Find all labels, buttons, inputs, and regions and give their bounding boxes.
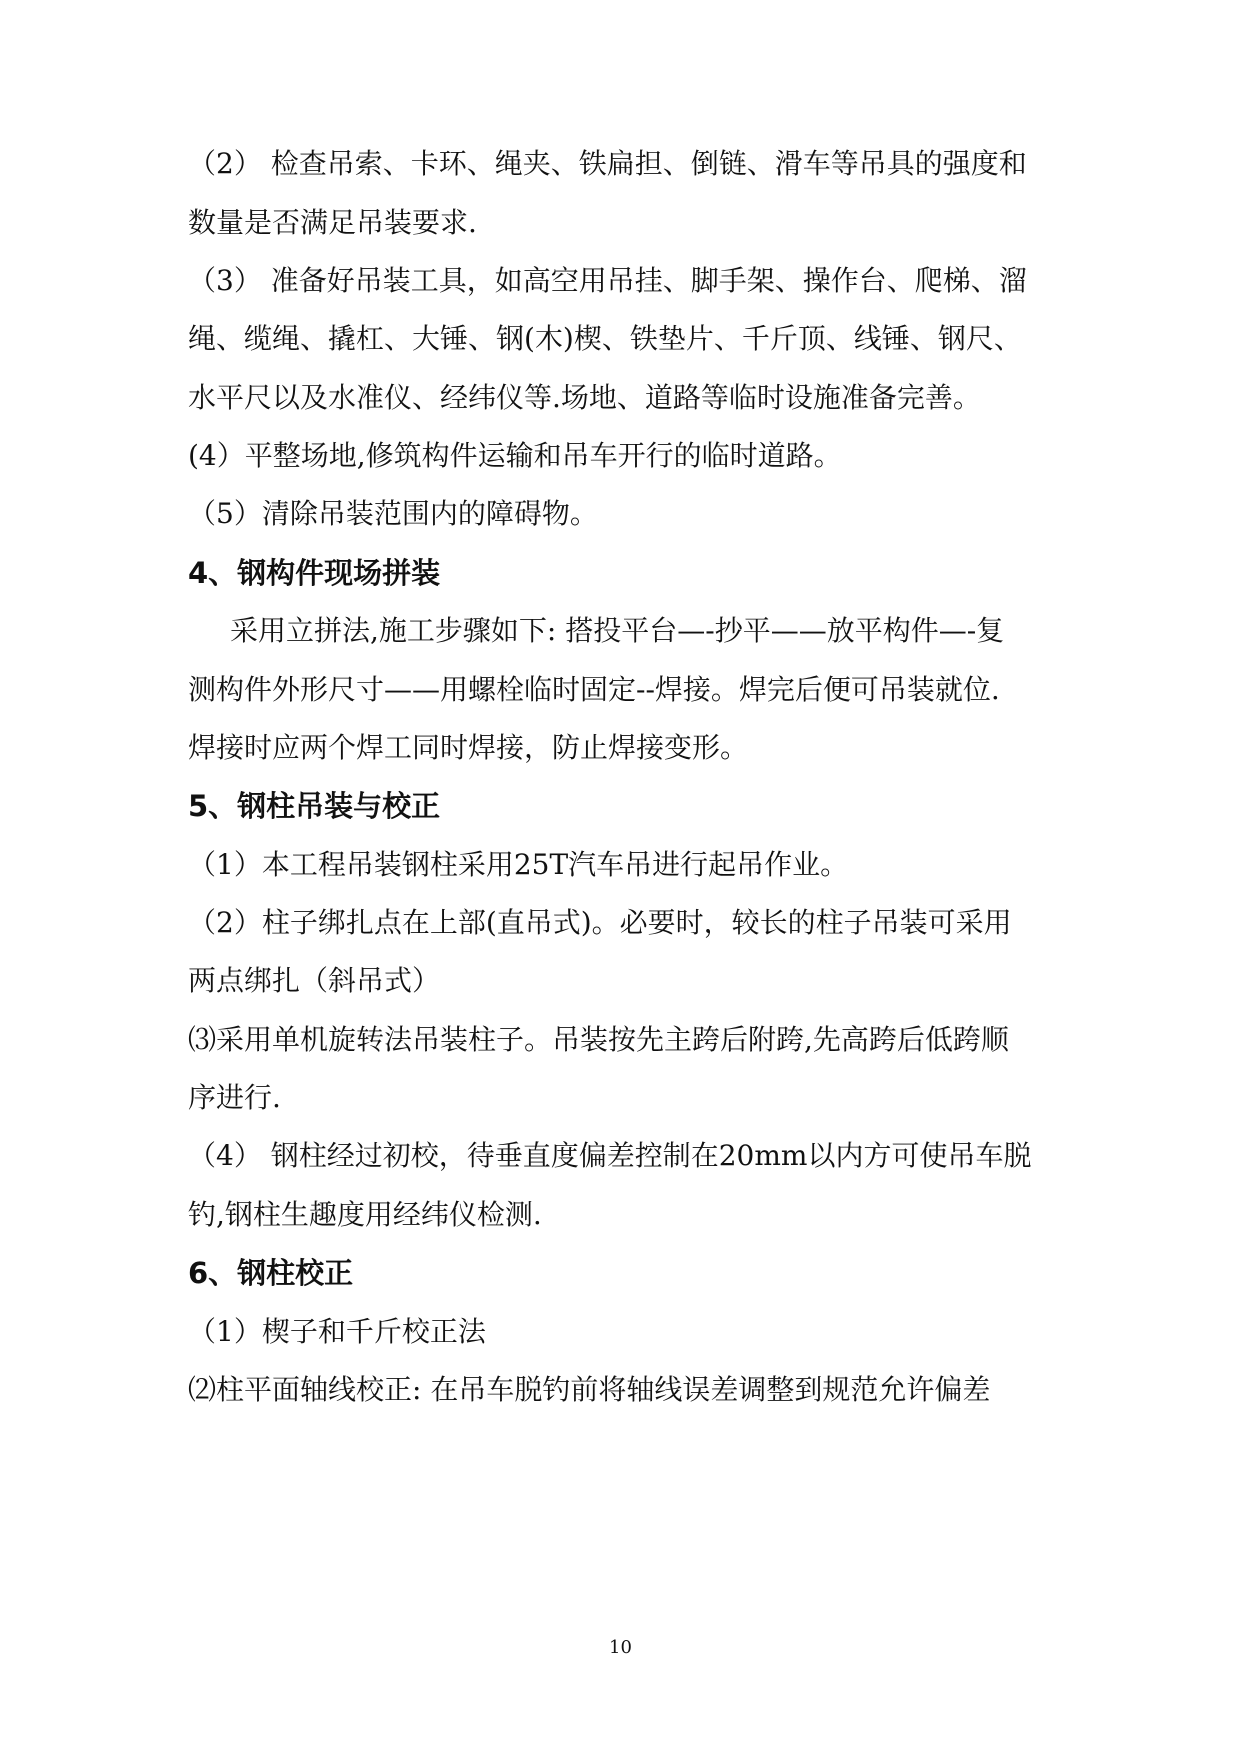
text-line: （2） 检查吊索、卡环、绳夹、铁扁担、倒链、滑车等吊具的强度和: [188, 147, 1027, 180]
text-line: 钓,钢柱生趣度用经纬仪检测.: [188, 1198, 542, 1231]
text-line: 水平尺以及水准仪、经纬仪等.场地、道路等临时设施准备完善。: [188, 381, 981, 414]
page-number: 10: [609, 1637, 632, 1658]
text-line: （3） 准备好吊装工具，如高空用吊挂、脚手架、操作台、爬梯、溜: [188, 264, 1027, 297]
text-line: 采用立拼法,施工步骤如下: 搭投平台—-抄平——放平构件—-复: [230, 614, 1005, 647]
text-line: ⑵柱平面轴线校正: 在吊车脱钓前将轴线误差调整到规范允许偏差: [188, 1373, 991, 1406]
text-line: （4） 钢柱经过初校，待垂直度偏差控制在20mm以内方可使吊车脱: [188, 1139, 1032, 1172]
text-line: （1）本工程吊装钢柱采用25T汽车吊进行起吊作业。: [188, 848, 849, 881]
text-line: （1）楔子和千斤校正法: [188, 1315, 486, 1348]
text-line: 绳、缆绳、撬杠、大锤、钢(木)楔、铁垫片、千斤顶、线锤、钢尺、: [188, 322, 1022, 355]
text-line: 序进行.: [188, 1081, 281, 1114]
text-line: (4）平整场地,修筑构件运输和吊车开行的临时道路。: [188, 439, 842, 472]
text-line: ⑶采用单机旋转法吊装柱子。吊装按先主跨后附跨,先高跨后低跨顺: [188, 1023, 1009, 1056]
section-heading: 6、钢柱校正: [188, 1256, 354, 1290]
text-line: 两点绑扎（斜吊式）: [188, 964, 441, 997]
section-heading: 5、钢柱吊装与校正: [188, 789, 441, 823]
text-line: 数量是否满足吊装要求.: [188, 206, 477, 239]
text-line: （2）柱子绑扎点在上部(直吊式)。必要时，较长的柱子吊装可采用: [188, 906, 1012, 939]
text-line: 焊接时应两个焊工同时焊接，防止焊接变形。: [188, 731, 749, 764]
section-heading: 4、钢构件现场拼装: [188, 556, 441, 590]
text-line: （5）清除吊装范围内的障碍物。: [188, 497, 598, 530]
text-line: 测构件外形尺寸——用螺栓临时固定--焊接。焊完后便可吊装就位.: [188, 673, 1000, 706]
